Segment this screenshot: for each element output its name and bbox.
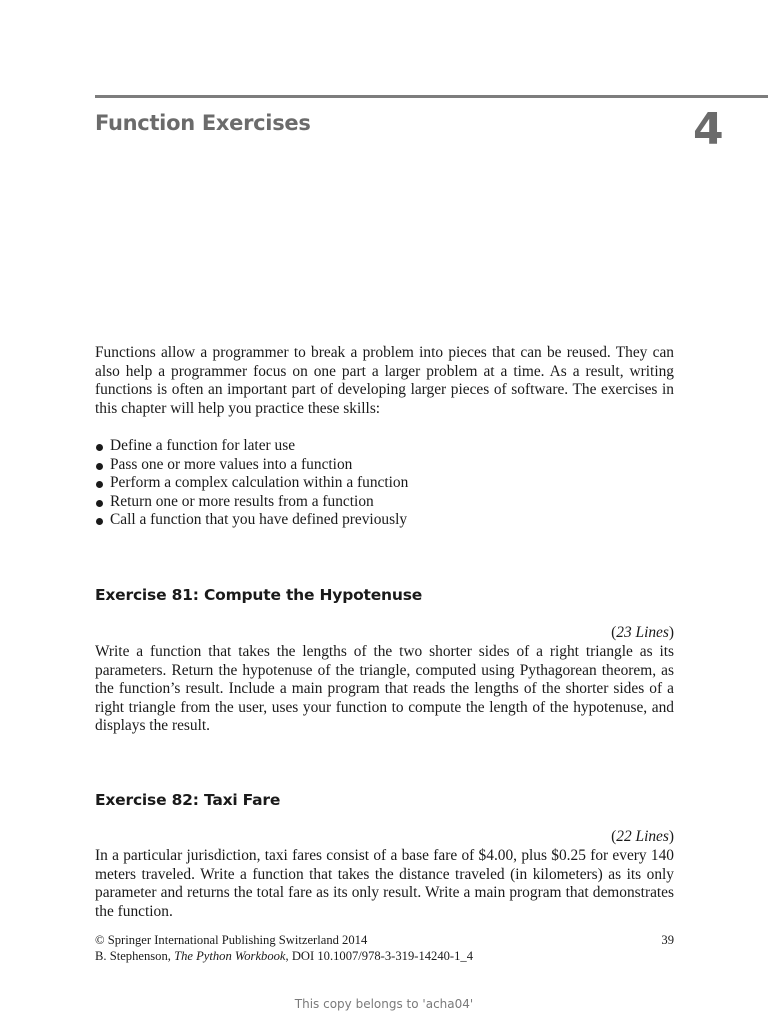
- author-text: B. Stephenson,: [95, 949, 175, 963]
- book-title: The Python Workbook: [174, 949, 286, 963]
- page-number: 39: [661, 933, 674, 947]
- exercise-82-line-count: (22 Lines): [611, 828, 674, 845]
- list-item: Perform a complex calculation within a function: [95, 474, 674, 493]
- doi-text: , DOI 10.1007/978-3-319-14240-1_4: [285, 949, 474, 963]
- copyright-text: © Springer International Publishing Switzerland 2014: [95, 933, 368, 947]
- chapter-number: 4: [693, 104, 724, 155]
- line-count-text: 23 Lines: [616, 624, 669, 641]
- exercise-81-body: Write a function that takes the lengths of the two shorter sides of a right triangle as its parameters. Return the hypotenuse of the triangle, computed using Pythagorean theorem, as the function’s result. Include a main program that reads the lengths of the shorter sides of a right triangle from the user, uses your function to compute the length of the hypotenuse, and displays the result.: [95, 643, 674, 734]
- list-item: Return one or more results from a function: [95, 493, 674, 512]
- line-count-text: 22 Lines: [616, 828, 669, 845]
- exercise-82-body: In a particular jurisdiction, taxi fares consist of a base fare of $4.00, plus $0.25 for every 140 meters traveled. Write a function that takes the distance traveled (in kilometers) as its only parameter and returns the total fare as its only result. Write a main program that demonstrates the function.: [95, 847, 674, 920]
- exercise-81-line-count: (23 Lines): [611, 624, 674, 641]
- skills-list: [95, 437, 674, 530]
- list-item: Pass one or more values into a function: [95, 456, 674, 475]
- exercise-82-heading: Exercise 82: Taxi Fare: [95, 791, 281, 809]
- footer-citation-line: [95, 948, 674, 964]
- list-item: Define a function for later use: [95, 437, 674, 456]
- footer-copyright-line: [95, 932, 674, 948]
- chapter-rule: [95, 95, 768, 98]
- intro-paragraph: Functions allow a programmer to break a problem into pieces that can be reused. They can also help a programmer focus on one part a larger problem at a time. As a result, writing functions is often an important part of developing larger pieces of software. The exercises in this chapter will help you practice these skills:: [95, 344, 674, 417]
- list-item: Call a function that you have defined previously: [95, 511, 674, 530]
- exercise-81-heading: Exercise 81: Compute the Hypotenuse: [95, 586, 423, 604]
- chapter-title: Function Exercises: [95, 111, 311, 135]
- ownership-watermark: This copy belongs to 'acha04': [294, 997, 474, 1011]
